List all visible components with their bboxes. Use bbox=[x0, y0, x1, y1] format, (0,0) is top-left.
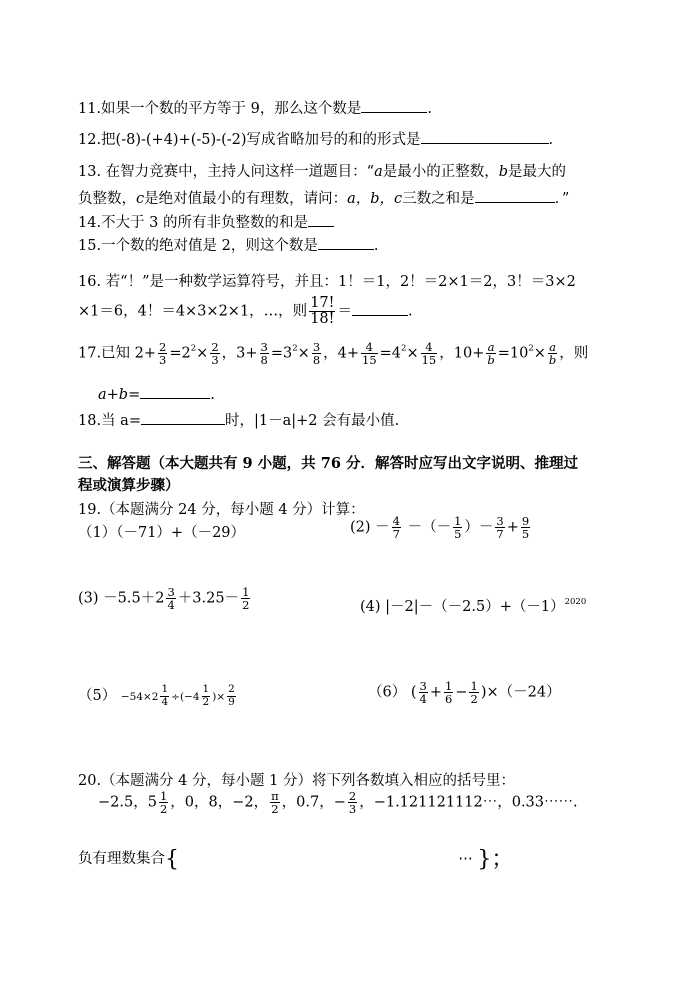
answer-blank[interactable] bbox=[421, 130, 549, 144]
q19-part-5: （5） −54×2 $\frac{1}{4}$ ÷(−4 $\frac{1}{2}$ )× $\frac{2}{9}$ bbox=[78, 683, 235, 708]
q19-part-6: （6） ( $\frac{3}{4}$ + $\frac{1}{6}$ − $\frac{1}{2}$ )×（－24） bbox=[368, 679, 561, 707]
fraction: $\frac{1}{2}$ bbox=[242, 585, 250, 613]
question-12: 12.把(-8)-(+4)+(-5)-(-2)写成省略加号的和的形式是 . bbox=[78, 132, 554, 148]
fraction: $\frac{2}{9}$ bbox=[228, 683, 235, 708]
question-17-line-2: a+b= . bbox=[98, 387, 215, 403]
question-17-line-1: 17.已知 2+ $\frac{2}{3}$ $=2^2\times$ $\frac{2}{3}$ ，3+ $\frac{3}{8}$ $=3^2\times$ $\frac{3}{8}$ ，4+ $\frac{4}{15}$ $=4^2\times$ $\frac{4}{15}$ ，10+ $\frac{a}{b}$ $=10^2\times$ $\frac{a}{b}$ ，则 bbox=[78, 340, 589, 368]
fraction: $\frac{3}{8}$ bbox=[260, 340, 268, 368]
fraction: $\frac{1}{2}$ bbox=[470, 679, 478, 707]
pi-fraction: $\frac{\pi}{2}$ bbox=[271, 789, 279, 817]
fraction: $\frac{1}{4}$ bbox=[161, 683, 169, 708]
answer-blank[interactable] bbox=[361, 99, 427, 113]
fraction-17-over-18: $\frac{17!}{18!}$ bbox=[310, 295, 335, 328]
fraction: $\frac{1}{2}$ bbox=[202, 683, 210, 708]
section-heading-line-2: 程或演算步骤） bbox=[78, 477, 180, 494]
fraction: $\frac{a}{b}$ bbox=[548, 340, 557, 368]
question-15: 15.一个数的绝对值是 2，则这个数是 . bbox=[78, 238, 379, 254]
answer-blank[interactable] bbox=[140, 385, 210, 399]
fraction: $\frac{2}{3}$ bbox=[159, 340, 167, 368]
fraction: $\frac{3}{4}$ bbox=[167, 585, 175, 613]
fraction: $\frac{1}{2}$ bbox=[159, 789, 168, 817]
answer-blank[interactable] bbox=[308, 213, 334, 227]
fraction: $\frac{4}{15}$ bbox=[362, 340, 377, 368]
q19-part-3: (3) －5.5＋2 $\frac{3}{4}$ ＋3.25－ $\frac{1}{2}$ bbox=[78, 585, 250, 613]
question-18: 18.当 a= 时，|1－a|+2 会有最小值. bbox=[78, 413, 400, 429]
fraction: $\frac{3}{7}$ bbox=[496, 514, 504, 542]
question-20-header: 20.（本题满分 4 分，每小题 1 分）将下列各数填入相应的括号里： bbox=[78, 773, 515, 789]
q19-part-2: (2) － $\frac{4}{7}$ －（－ $\frac{1}{5}$ ）－ $\frac{3}{7}$ + $\frac{9}{5}$ bbox=[350, 514, 530, 542]
fraction: $\frac{4}{7}$ bbox=[392, 514, 400, 542]
answer-blank[interactable] bbox=[352, 302, 408, 316]
fraction: $\frac{a}{b}$ bbox=[487, 340, 495, 368]
fraction: $\frac{1}{5}$ bbox=[454, 514, 462, 542]
fraction: $\frac{3}{4}$ bbox=[419, 679, 427, 707]
fraction: $\frac{2}{3}$ bbox=[348, 789, 357, 817]
question-13-line-1: 13. 在智力竞赛中，主持人问这样一道题目：“a是最小的正整数，b是最大的 bbox=[78, 164, 567, 180]
question-16-line-2: ×1＝6，4！＝4×3×2×1，…，则 $\frac{17!}{18!}$ ＝ . bbox=[78, 295, 413, 328]
negative-rational-set: 负有理数集合{ ⋯ }； bbox=[78, 847, 514, 872]
question-13-line-2: 负整数，c是绝对值最小的有理数，请问：a，b，c三数之和是 ．” bbox=[78, 191, 570, 207]
question-20-numbers: −2.5，5 $\frac{1}{2}$ ，0，8，−2， $\frac{\pi}{2}$ ，0.7，− $\frac{2}{3}$ ，−1.121121112⋯，0.33⋯⋯. bbox=[98, 789, 578, 817]
fraction: $\frac{3}{8}$ bbox=[312, 340, 321, 368]
question-11: 11.如果一个数的平方等于 9，那么这个数是 . bbox=[78, 101, 433, 117]
answer-blank[interactable] bbox=[475, 189, 555, 203]
question-16-line-1: 16. 若“！”是一种数学运算符号，并且：1！＝1，2！＝2×1＝2，3！＝3×2 bbox=[78, 274, 576, 290]
fraction: $\frac{2}{3}$ bbox=[211, 340, 219, 368]
fraction: $\frac{1}{6}$ bbox=[445, 679, 453, 707]
answer-blank[interactable] bbox=[141, 411, 225, 425]
question-19-header: 19.（本题满分 24 分，每小题 4 分）计算： bbox=[78, 502, 365, 518]
fraction: $\frac{9}{5}$ bbox=[521, 514, 530, 542]
q19-part-1: （1）（－71）+（－29） bbox=[78, 525, 246, 541]
answer-blank[interactable] bbox=[318, 236, 374, 250]
question-14: 14.不大于 3 的所有非负整数的和是 bbox=[78, 211, 334, 232]
fraction: $\frac{4}{15}$ bbox=[421, 340, 437, 368]
q19-part-4: (4) $|-2|-(-2.5)+(-1)^{2020}$ bbox=[360, 597, 587, 615]
section-heading: 三、解答题（本大题共有 9 小题，共 76 分．解答时应写出文字说明、推理过 bbox=[78, 455, 578, 472]
